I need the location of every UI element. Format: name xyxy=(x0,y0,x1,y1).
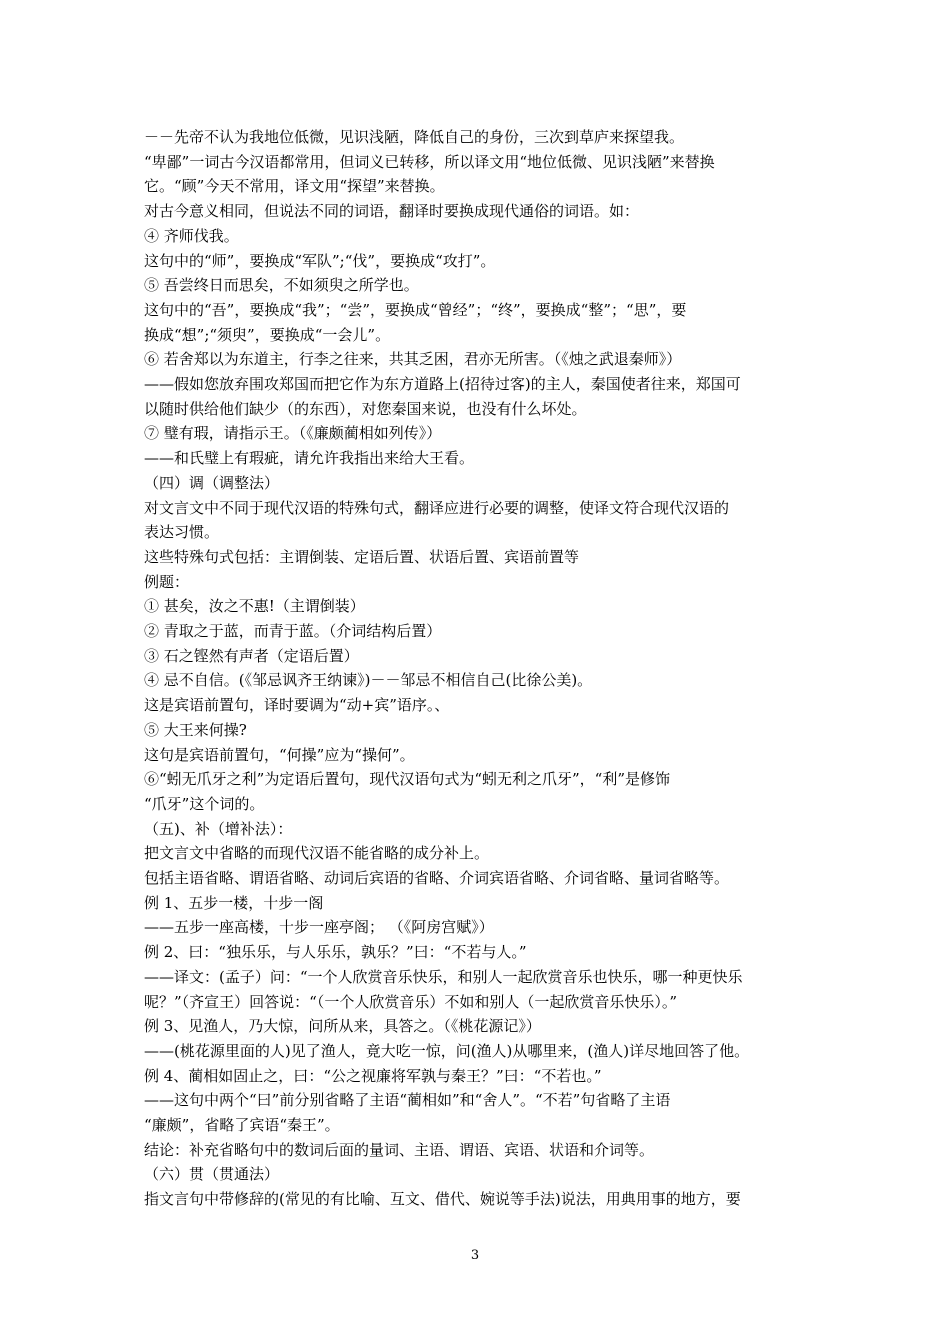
text-line: 对文言文中不同于现代汉语的特殊句式，翻译应进行必要的调整，使译文符合现代汉语的 xyxy=(144,498,730,517)
text-line: ——五步一座高楼，十步一座亭阁； （《阿房宫赋》） xyxy=(144,918,494,937)
text-line: 例 4、蔺相如固止之，曰：“公之视廉将军孰与秦王？”曰：“不若也。” xyxy=(144,1066,602,1085)
text-line: （五)、补（增补法）： xyxy=(144,819,293,838)
text-line: ② 青取之于蓝，而青于蓝。（介词结构后置） xyxy=(144,622,442,640)
text-line: 例 2、曰：“独乐乐，与人乐乐，孰乐？”曰：“不若与人。” xyxy=(144,943,527,962)
text-line: ⑥ 若舍郑以为东道主，行李之往来，共其乏困，君亦无所害。（《烛之武退秦师》） xyxy=(144,350,682,369)
text-line: （四）调（调整法） xyxy=(144,473,280,492)
text-line: 表达习惯。 xyxy=(144,523,220,542)
text-line: ——和氏璧上有瑕疵，请允许我指出来给大王看。 xyxy=(144,449,475,468)
text-line: －－先帝不认为我地位低微，见识浅陋，降低自己的身份，三次到草庐来探望我。 xyxy=(144,128,685,146)
text-line: “爪牙”这个词的。 xyxy=(144,794,265,813)
text-line: ——假如您放弃围攻郑国而把它作为东方道路上(招待过客)的主人，秦国使者往来，郑国可 xyxy=(144,375,741,393)
text-line: ⑤ 大王来何操? xyxy=(144,720,247,739)
text-line: 这些特殊句式包括：主谓倒装、定语后置、状语后置、宾语前置等 xyxy=(144,547,580,566)
text-line: ⑥“蚓无爪牙之利”为定语后置句，现代汉语句式为“蚓无利之爪牙”，“利”是修饰 xyxy=(144,770,671,789)
text-line: ④ 忌不自信。(《邹忌讽齐王纳谏》)－－邹忌不相信自己(比徐公美)。 xyxy=(144,671,593,690)
text-line: 这句中的“吾”，要换成“我”；“尝”，要换成“曾经”；“终”，要换成“整”；“思”，要 xyxy=(144,300,687,319)
page-number: 3 xyxy=(470,1248,480,1263)
text-line: 例 3、见渔人，乃大惊，问所从来，具答之。（《桃花源记》） xyxy=(144,1017,541,1036)
text-line: 把文言文中省略的而现代汉语不能省略的成分补上。 xyxy=(144,844,490,863)
text-line: 结论：补充省略句中的数词后面的量词、主语、谓语、宾语、状语和介词等。 xyxy=(144,1140,655,1159)
text-line: 以随时供给他们缺少（的东西），对您秦国来说，也没有什么坏处。 xyxy=(144,399,587,418)
text-line: ——译文：(孟子）问：“一个人欣赏音乐快乐，和别人一起欣赏音乐也快乐，哪一种更快乐 xyxy=(144,967,743,986)
text-line: 呢？”（齐宣王）回答说：“（一个人欣赏音乐）不如和别人（一起欣赏音乐快乐）。” xyxy=(144,992,678,1011)
text-line: 这是宾语前置句，译时要调为“动+宾”语序。、 xyxy=(144,696,450,715)
text-line: 包括主语省略、谓语省略、动词后宾语的省略、介词宾语省略、介词省略、量词省略等。 xyxy=(144,869,730,887)
text-line: 例 1、五步一楼，十步一阁 xyxy=(144,893,324,912)
text-line: “廉颇”，省略了宾语“秦王”。 xyxy=(144,1116,340,1134)
text-line: ③ 石之铿然有声者（定语后置） xyxy=(144,646,359,665)
text-line: 例题： xyxy=(144,572,190,591)
text-line: ——这句中两个“曰”前分别省略了主语“蔺相如”和“舍人”。“不若”句省略了主语 xyxy=(144,1091,671,1110)
text-line: 它。“顾”今天不常用，译文用“探望”来替换。 xyxy=(144,177,445,196)
text-line: ——(桃花源里面的人)见了渔人，竟大吃一惊，问(渔人)从哪里来，(渔人)详尽地回答了他。 xyxy=(144,1041,750,1060)
text-line: 这句中的“师”，要换成“军队”;“伐”，要换成“攻打”。 xyxy=(144,251,496,270)
text-line: “卑鄙”一词古今汉语都常用，但词义已转移，所以译文用“地位低微、见识浅陋”来替换 xyxy=(144,152,715,171)
text-line: 指文言句中带修辞的(常见的有比喻、互文、借代、婉说等手法)说法，用典用事的地方，要 xyxy=(144,1190,741,1209)
text-line: ⑤ 吾尝终日而思矣，不如须臾之所学也。 xyxy=(144,276,419,295)
text-line: ① 甚矣，汝之不惠!（主谓倒装） xyxy=(144,597,365,616)
text-line: 换成“想”;“须臾”，要换成“一会儿”。 xyxy=(144,325,391,344)
text-line: 这句是宾语前置句，“何操”应为“操何”。 xyxy=(144,745,415,764)
text-line: ④ 齐师伐我。 xyxy=(144,226,239,245)
text-line: （六）贯（贯通法） xyxy=(144,1165,280,1184)
text-line: 对古今意义相同，但说法不同的词语，翻译时要换成现代通俗的词语。如： xyxy=(144,202,640,221)
text-line: ⑦ 璧有瑕，请指示王。（《廉颇蔺相如列传》） xyxy=(144,424,442,443)
